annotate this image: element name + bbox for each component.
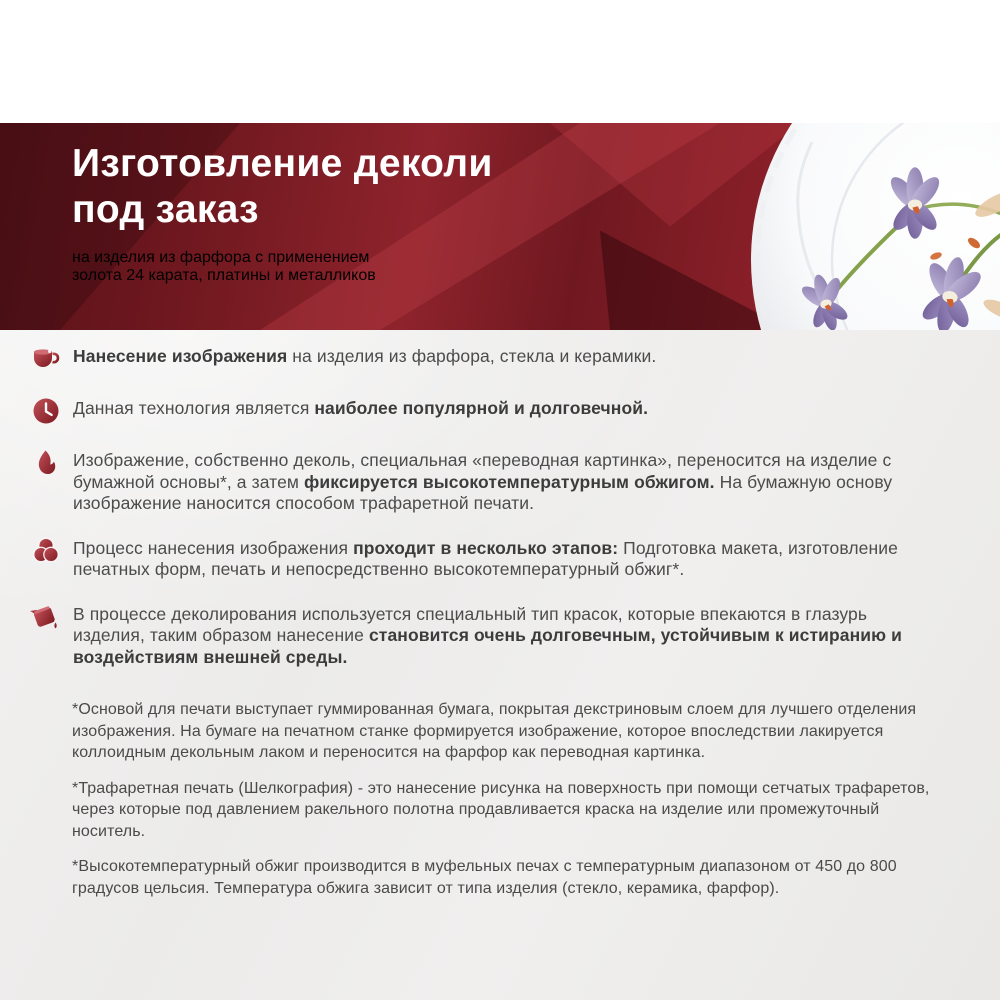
cup-icon [30, 343, 62, 375]
bullet-text: Нанесение изображения на изделия из фарфора, стекла и керамики. [73, 346, 657, 366]
content-section [0, 330, 1000, 1000]
page-title [72, 141, 493, 233]
list-item [30, 604, 950, 669]
footnote-2: *Трафаретная печать (Шелкография) - это нанесение рисунка на поверхность при помощи сетчатых трафаретов, через которые под давлением ракельного полотна продавливается краска на изделие или промежуточный носитель. [72, 779, 930, 840]
banner-text-block [72, 141, 493, 301]
footnote-1: *Основой для печати выступает гуммированная бумага, покрытая декстриновым слоем для лучшего отделения изображения. На бумаге на печатном станке формируется изображение, которое впоследствии лакируется коллоидным декольным лаком и переносится на фарфор как переводная картинка. [72, 701, 917, 761]
list-item [30, 398, 950, 427]
porcelain-plate-with-iris-flowers-icon [750, 123, 1000, 330]
bullet-text: Процесс нанесения изображения проходит в несколько этапов: Подготовка макета, изготовление печатных форм, печать и непосредственно высокотемпературный обжиг*. [73, 537, 898, 579]
page-title-line2: под заказ [72, 188, 259, 232]
list-item [30, 450, 950, 515]
page-subtitle-line2: золота 24 карата, платины и металликов [72, 267, 376, 285]
plate-image [750, 123, 1000, 330]
color-circles-icon [30, 535, 62, 567]
page-subtitle-line1: на изделия из фарфора с применением [72, 249, 370, 267]
flame-icon [30, 447, 62, 479]
page-title-line1: Изготовление деколи [72, 142, 493, 185]
hero-banner [0, 123, 1000, 330]
list-item [30, 346, 950, 375]
footnotes-block [72, 699, 950, 899]
footnote-3: *Высокотемпературный обжиг производится в муфельных печах с температурным диапазоном от 450 до 800 градусов цельсия. Температура обжига зависит от типа изделия (стекло, керамика, фарфор). [72, 858, 897, 897]
clock-icon [30, 395, 62, 427]
bullet-text: Данная технология является наиболее популярной и долговечной. [73, 398, 649, 418]
bullet-text: Изображение, собственно деколь, специальная «переводная картинка», переносится на изделие с бумажной основы*, а затем фиксируется высокотемпературным обжигом. На бумажную основу изображение наносится способом трафаретной печати. [73, 450, 893, 513]
bullet-text: В процессе деколирования используется специальный тип красок, которые впекаются в глазурь изделия, таким образом нанесение становится очень долговечным, устойчивым к истиранию и воздействиям внешней среды. [73, 603, 903, 667]
bullet-list [30, 346, 950, 668]
list-item [30, 538, 950, 581]
paint-bucket-icon [30, 601, 62, 633]
